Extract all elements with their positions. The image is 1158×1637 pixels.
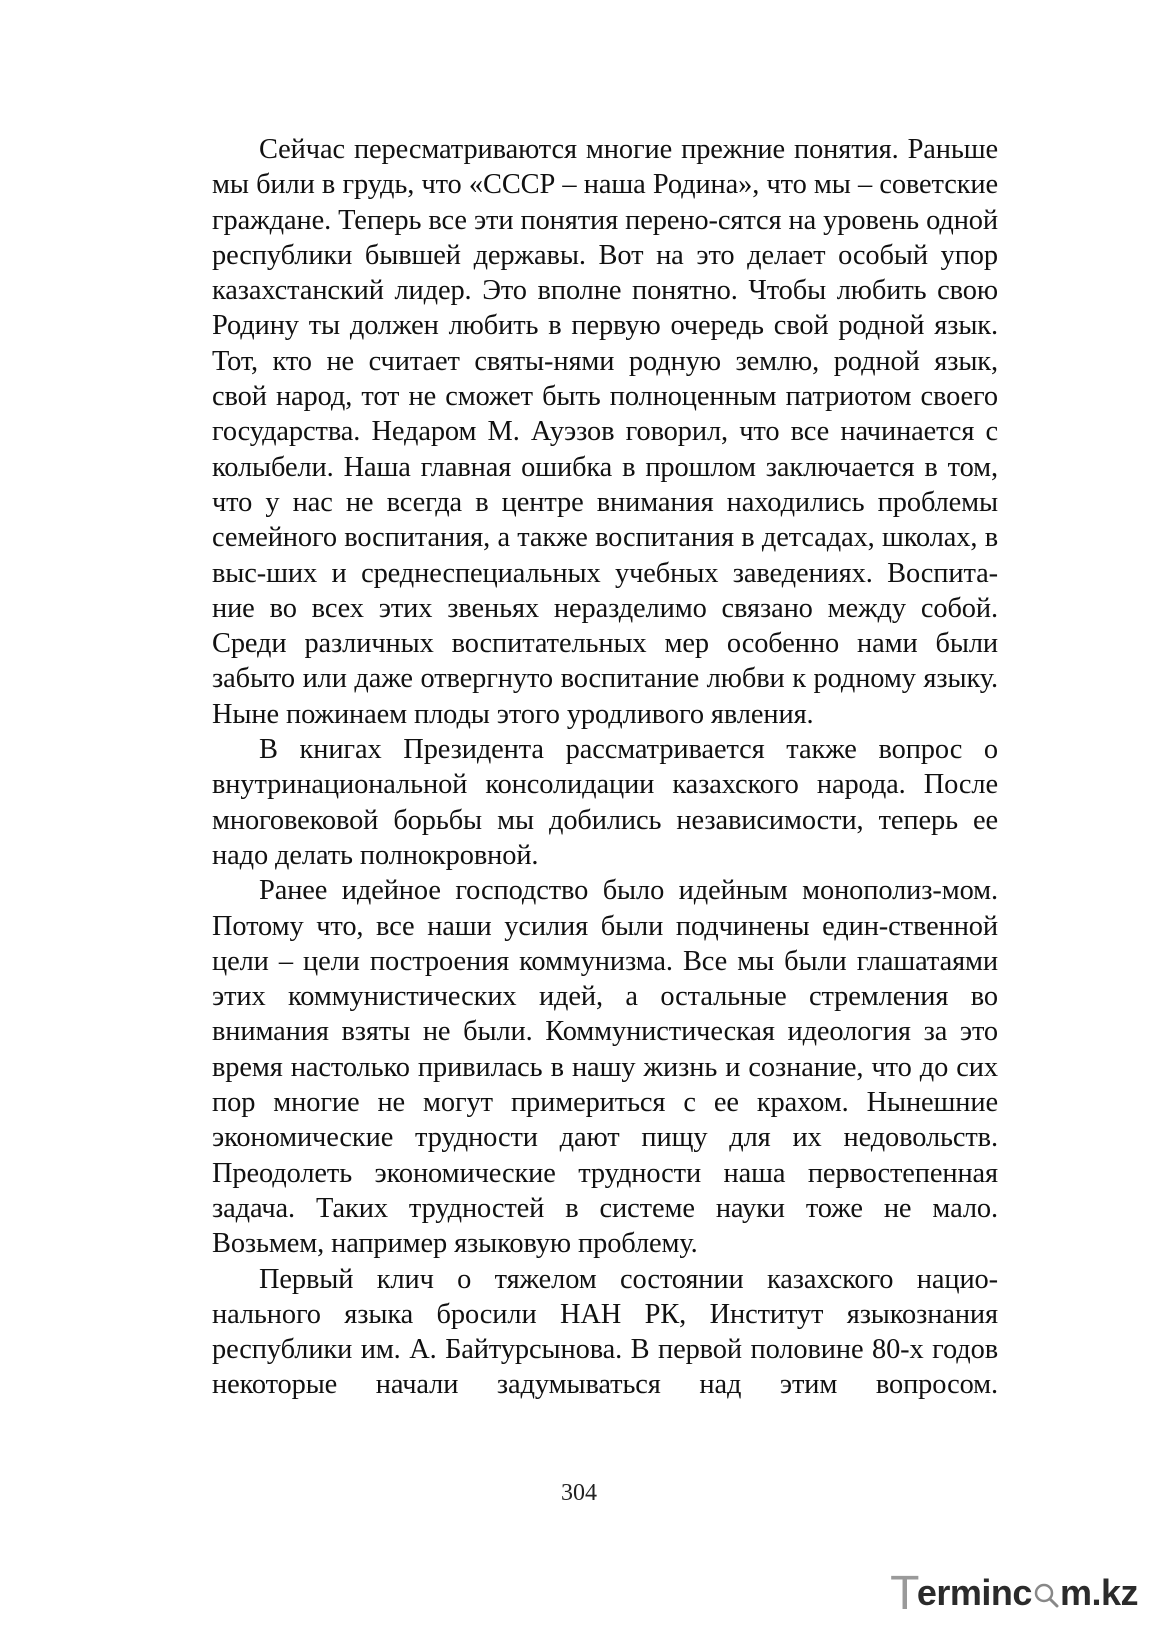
- paragraph-2: В книгах Президента рассматривается также вопрос о внутринациональной консолидации казахского народа. После многовековой борьбы мы добились независимости, теперь ее надо делать полнокровной.: [212, 734, 998, 871]
- paragraph-1: Сейчас пересматриваются многие прежние понятия. Раньше мы били в грудь, что «СССР – наша Родина», что мы – советские граждане. Теперь все эти понятия перено-сятся на уровень одной республики бывшей державы. Вот на это делает особый упор казахстанский лидер. Это вполне понятно. Чтобы любить свою Родину ты должен любить в первую очередь свой родной язык. Тот, кто не считает святы-нями родную землю, родной язык, свой народ, тот не сможет быть полноценным патриотом своего государства. Недаром М. Ауэзов говорил, что все начинается с колыбели. Наша главная ошибка в прошлом заключается в том, что у нас не всегда в центре внимания находились проблемы семейного воспитания, а также воспитания в детсадах, школах, в выс-ших и среднеспециальных учебных заведениях. Воспита-ние во всех этих звеньях неразделимо связано между собой. Среди различных воспитательных мер особенно нами были забыто или даже отвергнуто воспитание любви к родному языку. Ныне пожинаем плоды этого уродливого явления.: [212, 134, 998, 730]
- paragraph-3: Ранее идейное господство было идейным монополиз-мом. Потому что, все наши усилия были подчинены един-ственной цели – цели построения коммунизма. Все мы были глашатаями этих коммунистических идей, а остальные стремления во внимания взяты не были. Коммунистическая идеология за это время настолько привилась в нашу жизнь и сознание, что до сих пор многие не могут примериться с ее крахом. Нынешние экономические трудности дают пищу для их недовольств. Преодолеть экономические трудности наша первостепенная задача. Таких трудностей в системе науки тоже не мало. Возьмем, например языковую проблему.: [212, 875, 998, 1260]
- page-body: [212, 132, 998, 1403]
- watermark-logo: [890, 1563, 1138, 1623]
- watermark-text-mid: erminc: [916, 1572, 1032, 1613]
- paragraph-4: Первый клич о тяжелом состоянии казахского нацио-нального языка бросили НАН РК, Институт языкознания республики им. А. Байтурсынова. В первой половине 80-х годов некоторые начали задумываться над этим вопросом.: [212, 1263, 998, 1401]
- magnifier-icon: [1033, 1582, 1059, 1608]
- watermark-text-end: m.kz: [1059, 1572, 1138, 1613]
- page-number: 304: [561, 1480, 597, 1506]
- watermark-letter-t: T: [890, 1566, 919, 1620]
